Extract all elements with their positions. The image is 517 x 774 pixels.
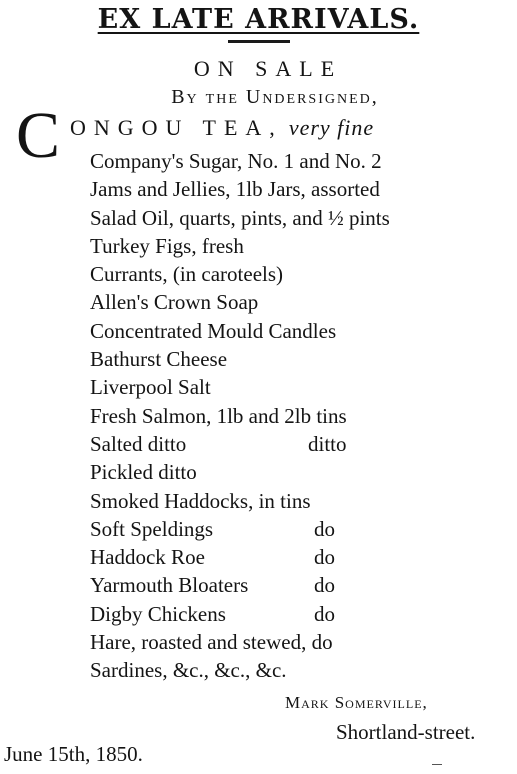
item-name: Salad Oil, quarts, pints, and ½ pints <box>90 205 390 230</box>
list-item <box>90 458 390 486</box>
headline-rule <box>228 40 290 43</box>
item-name: Liverpool Salt <box>90 375 211 400</box>
item-name: Sardines, &c., &c., &c. <box>90 658 287 683</box>
drop-cap: C <box>16 99 61 172</box>
print-mark <box>432 764 442 765</box>
item-ditto: do <box>314 573 335 598</box>
list-item <box>90 260 390 288</box>
item-ditto: do <box>314 601 335 626</box>
signature: Mark Somerville, <box>285 693 428 712</box>
list-item <box>90 204 390 232</box>
item-name: Pickled ditto <box>90 460 197 485</box>
list-item <box>90 175 390 203</box>
item-name: Haddock Roe <box>90 545 205 570</box>
item-ditto: ditto <box>308 431 347 456</box>
first-item-quality: very fine <box>288 115 375 140</box>
item-ditto: do <box>314 516 335 541</box>
list-item <box>90 571 390 599</box>
item-name: Yarmouth Bloaters <box>90 573 249 598</box>
list-item <box>90 656 390 684</box>
headline: EX LATE ARRIVALS. <box>97 4 420 35</box>
list-item <box>90 288 390 316</box>
item-name: Bathurst Cheese <box>90 347 228 372</box>
list-item <box>90 600 390 628</box>
list-item <box>90 373 390 401</box>
item-list <box>90 147 390 685</box>
first-item-name: ONGOU TEA, <box>70 115 283 140</box>
list-item <box>90 628 390 656</box>
item-name: Fresh Salmon, 1lb and 2lb tins <box>90 403 347 428</box>
item-name: Soft Speldings <box>90 516 214 541</box>
item-name: Hare, roasted and stewed, do <box>90 630 333 655</box>
list-item <box>90 317 390 345</box>
list-item <box>90 515 390 543</box>
item-name: Turkey Figs, fresh <box>90 233 244 258</box>
item-name: Currants, (in caroteels) <box>90 262 284 287</box>
list-item <box>90 487 390 515</box>
item-name: Jams and Jellies, 1lb Jars, assorted <box>90 177 380 202</box>
date: June 15th, 1850. <box>4 742 143 766</box>
by-line: By the Undersigned, <box>171 86 379 108</box>
item-name: Allen's Crown Soap <box>90 290 259 315</box>
on-sale-heading: ON SALE <box>193 56 343 81</box>
list-item <box>90 147 390 175</box>
list-item <box>90 345 390 373</box>
list-item <box>90 232 390 260</box>
list-item <box>90 402 390 430</box>
list-item <box>90 543 390 571</box>
first-item <box>70 115 374 141</box>
item-name: Salted ditto <box>90 431 187 456</box>
address: Shortland-street. <box>336 720 476 744</box>
item-name: Company's Sugar, No. 1 and No. 2 <box>90 149 382 173</box>
item-name: Digby Chickens <box>90 601 226 626</box>
item-name: Concentrated Mould Candles <box>90 318 337 343</box>
item-name: Smoked Haddocks, in tins <box>90 488 311 513</box>
list-item <box>90 430 390 458</box>
item-ditto: do <box>314 545 335 570</box>
